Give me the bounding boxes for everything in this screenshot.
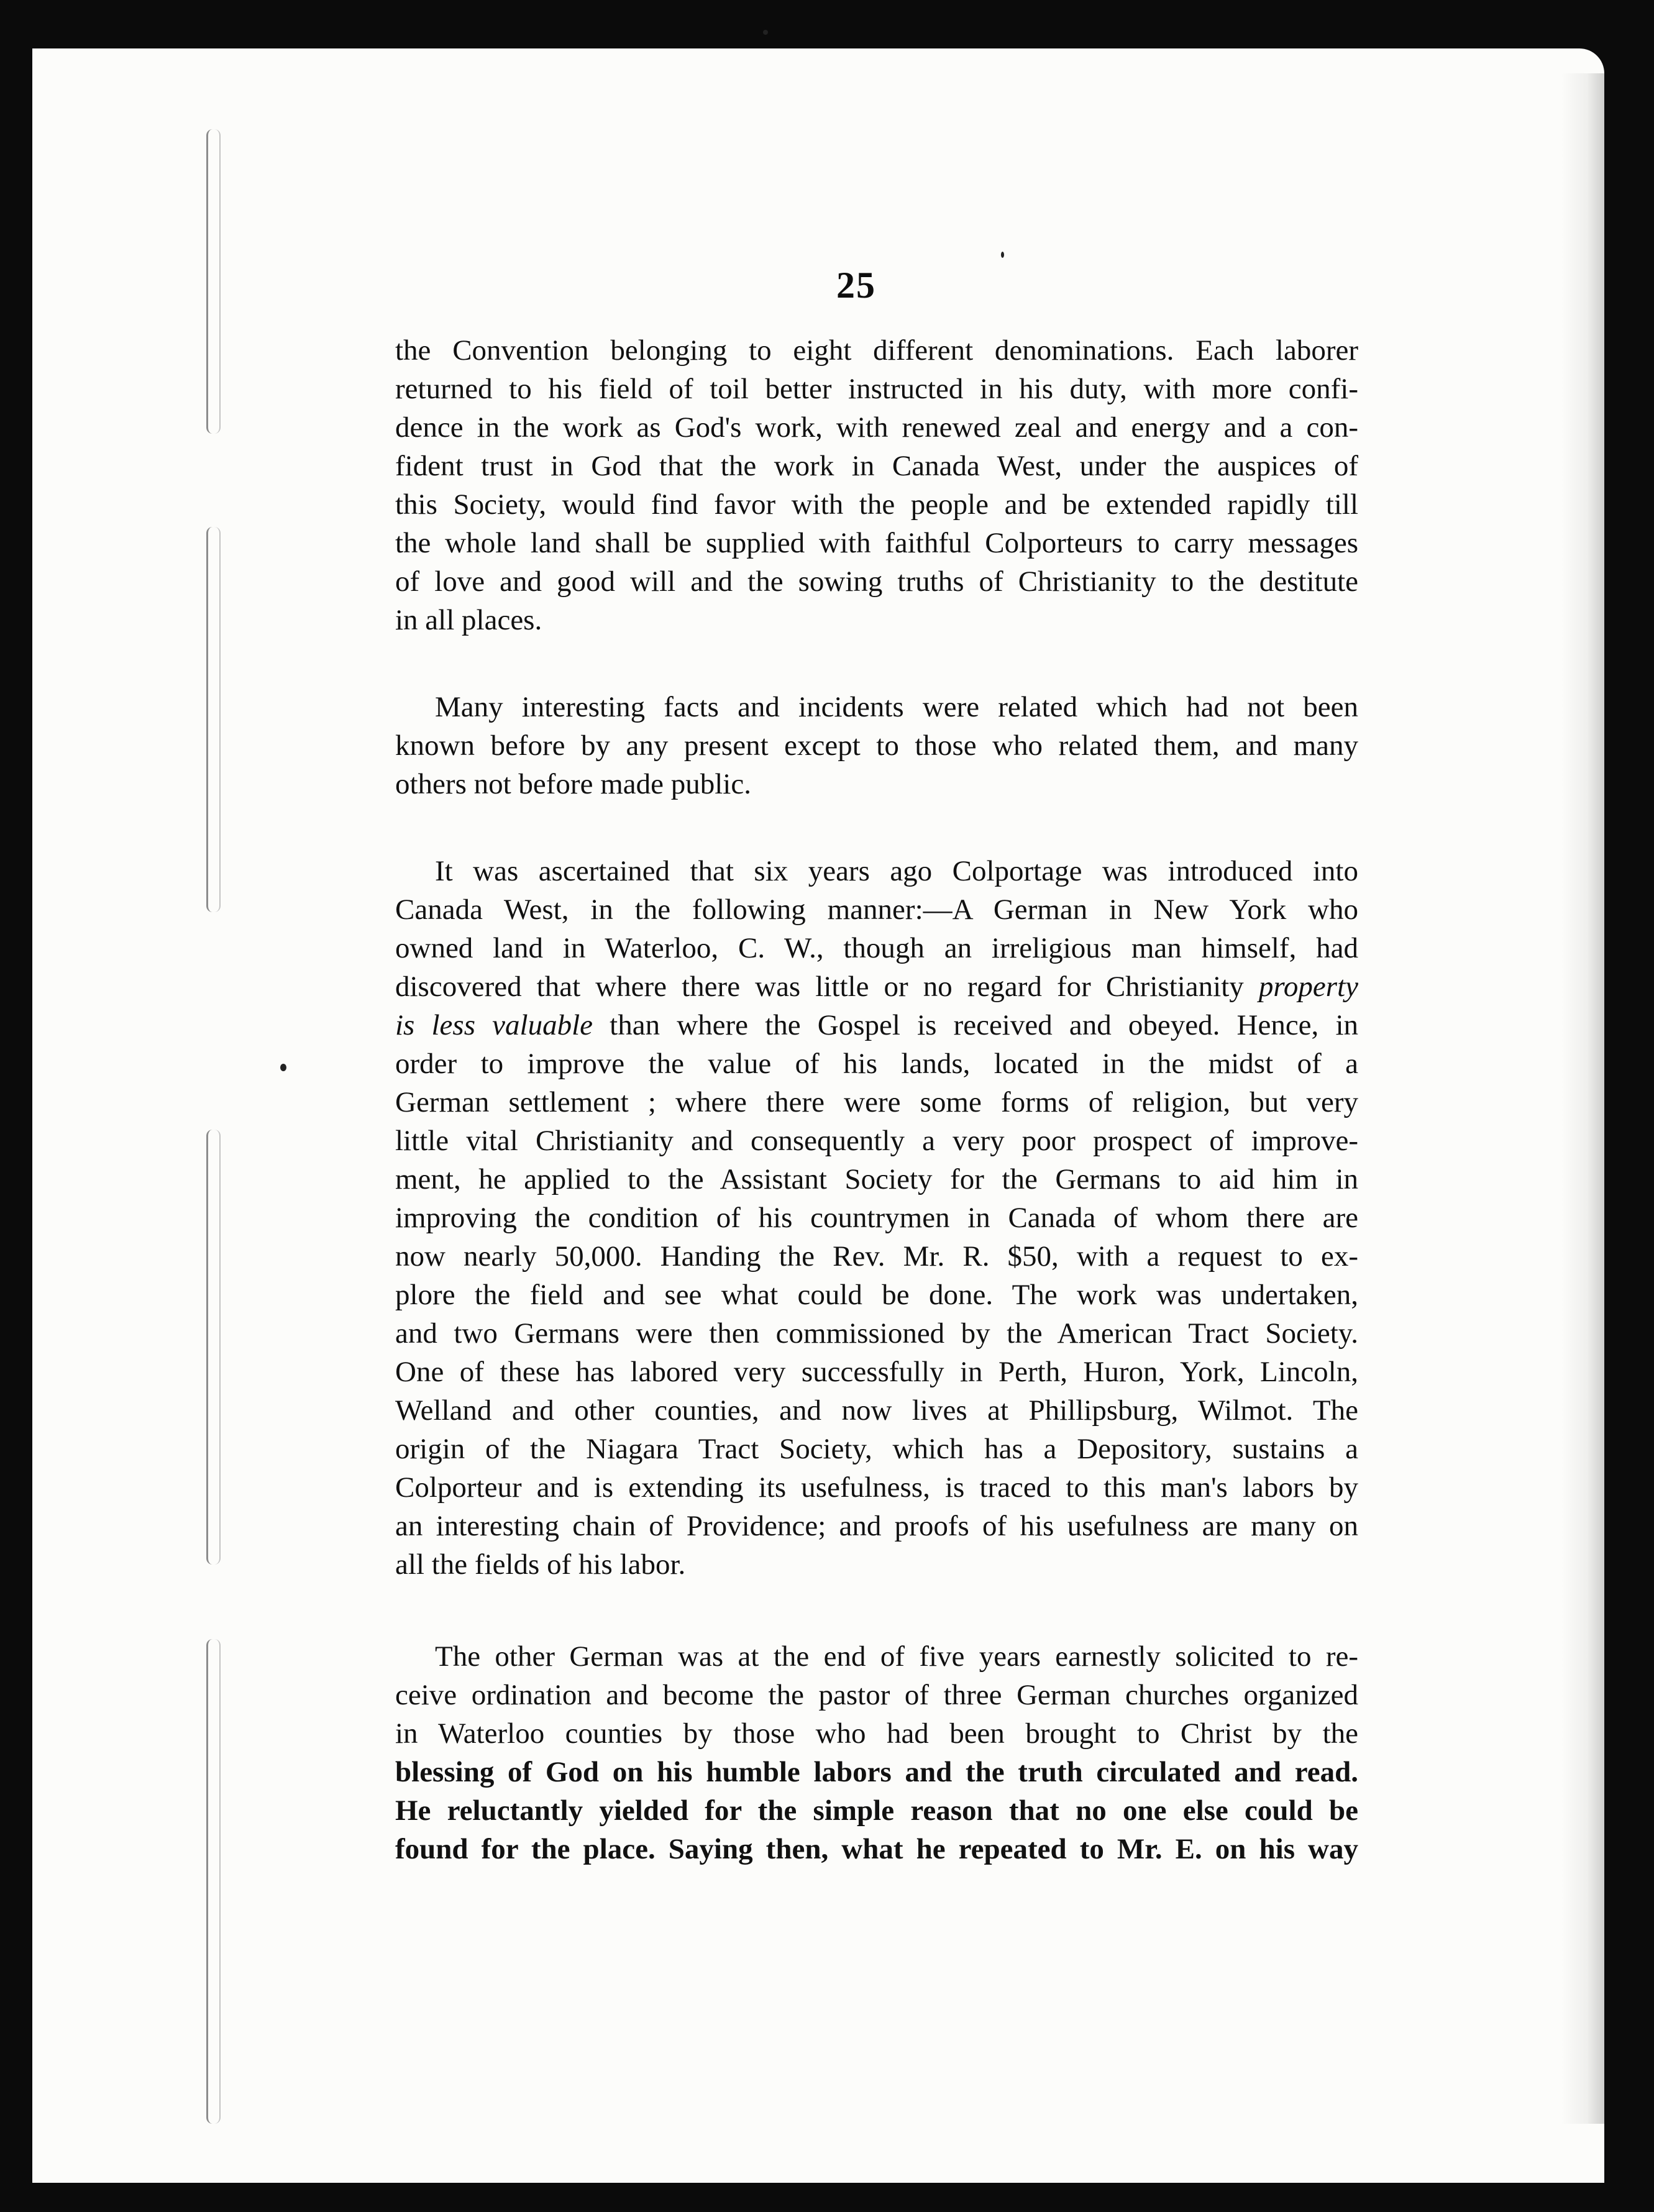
text-line [395, 968, 1358, 1005]
text-line: returned to his field of toil better instructed in his duty, with more confi- [395, 373, 1358, 405]
text-line: of love and good will and the sowing truths of Christianity to the destitute [395, 565, 1358, 598]
text-line: and two Germans were then commissioned by the American Tract Society. [395, 1317, 1358, 1350]
text-segment: than where the Gospel is received and obeyed. Hence, in [610, 1009, 1358, 1041]
text-line: fident trust in God that the work in Canada West, under the auspices of [395, 450, 1358, 482]
text-line: The other German was at the end of five years earnestly solicited to re- [435, 1640, 1358, 1673]
text-line: German settlement ; where there were some forms of religion, but very [395, 1086, 1358, 1118]
text-line: origin of the Niagara Tract Society, which has a Depository, sustains a [395, 1433, 1358, 1465]
text-line: found for the place. Saying then, what he repeated to Mr. E. on his way [395, 1833, 1358, 1865]
italic-text: property [1258, 971, 1358, 1003]
text-line: in Waterloo counties by those who had been brought to Christ by the [395, 1717, 1358, 1750]
binding-mark [206, 1639, 221, 2124]
text-line: owned land in Waterloo, C. W., though an irreligious man himself, had [395, 932, 1358, 964]
text-line: Welland and other counties, and now lives at Phillipsburg, Wilmot. The [395, 1394, 1358, 1427]
text-line: the Convention belonging to eight different denominations. Each laborer [395, 334, 1358, 367]
text-line: dence in the work as God's work, with renewed zeal and energy and a con- [395, 411, 1358, 444]
binding-mark [206, 1130, 221, 1565]
ink-speck [280, 1064, 286, 1071]
page-number: 25 [836, 265, 876, 306]
text-line: ment, he applied to the Assistant Society for the Germans to aid him in [395, 1163, 1358, 1195]
text-line: the whole land shall be supplied with faithful Colporteurs to carry messages [395, 527, 1358, 559]
ink-speck [763, 30, 768, 35]
text-line: He reluctantly yielded for the simple reason that no one else could be [395, 1794, 1358, 1827]
text-line: Canada West, in the following manner:—A German in New York who [395, 893, 1358, 926]
text-line: all the fields of his labor. [395, 1548, 686, 1581]
text-line: It was ascertained that six years ago Colportage was introduced into [435, 855, 1358, 887]
text-line: an interesting chain of Providence; and proofs of his usefulness are many on [395, 1510, 1358, 1542]
text-line: ceive ordination and become the pastor of three German churches organized [395, 1679, 1358, 1711]
text-line: now nearly 50,000. Handing the Rev. Mr. R. $50, with a request to ex- [395, 1240, 1358, 1273]
ink-speck [1001, 252, 1004, 258]
text-line: in all places. [395, 604, 542, 636]
page-edge-shadow [1561, 73, 1604, 2124]
text-line: blessing of God on his humble labors and the truth circulated and read. [395, 1756, 1358, 1788]
text-line: little vital Christianity and consequently a very poor prospect of improve- [395, 1125, 1358, 1157]
binding-mark [206, 129, 221, 434]
text-line: others not before made public. [395, 768, 751, 800]
text-line: One of these has labored very successfully in Perth, Huron, York, Lincoln, [395, 1356, 1358, 1388]
text-line: Colporteur and is extending its usefulness, is traced to this man's labors by [395, 1471, 1358, 1504]
italic-text: is less valuable [395, 1009, 593, 1041]
text-line: Many interesting facts and incidents were related which had not been [435, 691, 1358, 723]
text-segment: discovered that where there was little or no regard for Christianity [395, 971, 1244, 1003]
text-line: plore the field and see what could be done. The work was undertaken, [395, 1279, 1358, 1311]
text-line [395, 1007, 1358, 1044]
text-line: known before by any present except to those who related them, and many [395, 729, 1358, 762]
text-line: order to improve the value of his lands, located in the midst of a [395, 1048, 1358, 1080]
binding-mark [206, 527, 221, 912]
text-line: improving the condition of his countrymen in Canada of whom there are [395, 1202, 1358, 1234]
text-line: this Society, would find favor with the people and be extended rapidly till [395, 488, 1358, 521]
